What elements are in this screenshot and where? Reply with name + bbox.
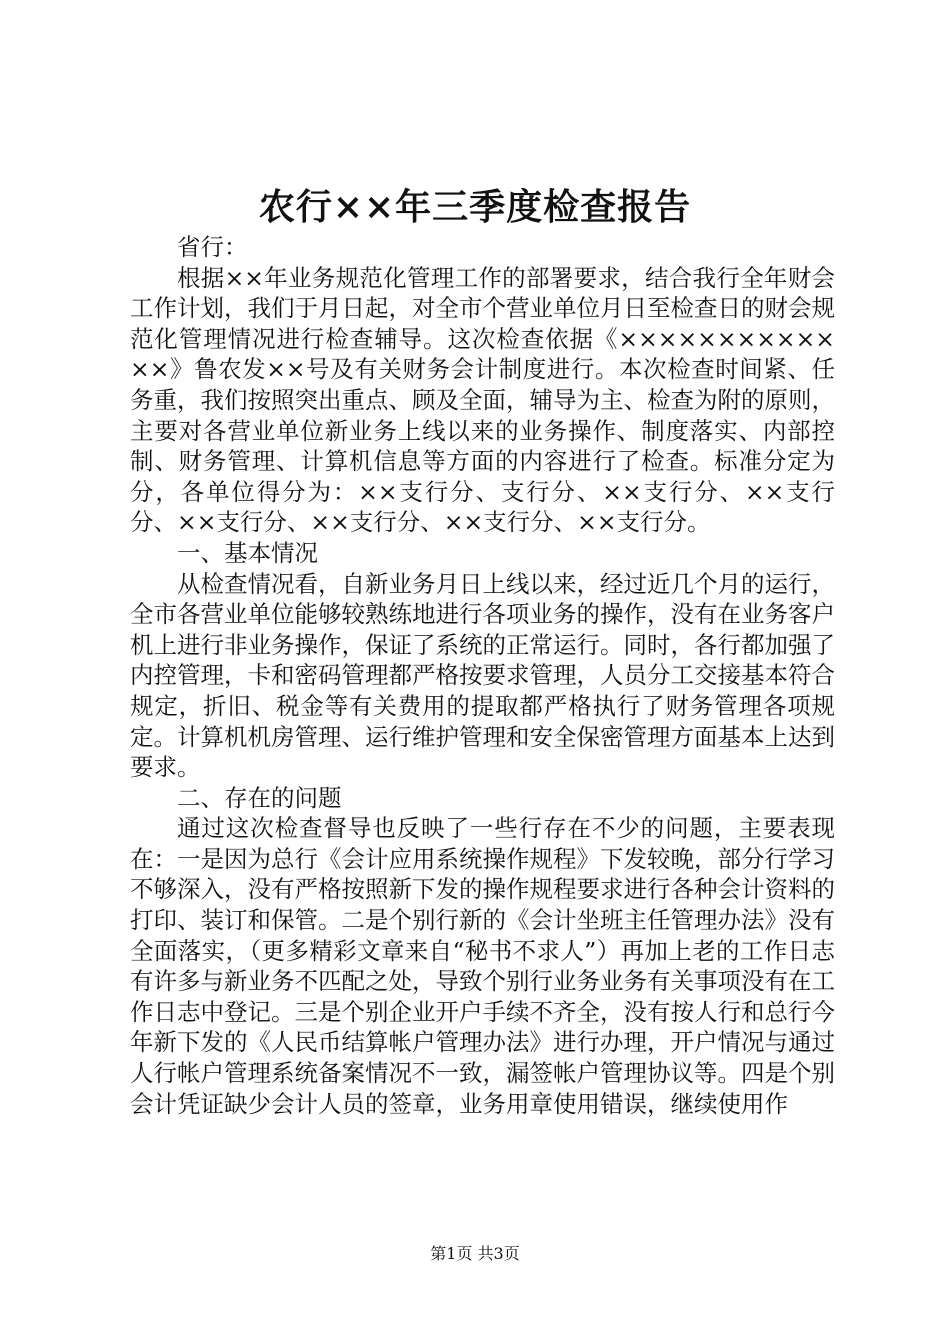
section-heading-basic-situation: 一、基本情况 <box>177 538 318 567</box>
page-number-footer: 第1页 共3页 <box>430 1244 520 1263</box>
document-body <box>130 232 835 1119</box>
section-basic-situation-text: 从检查情况看，自新业务月日上线以来，经过近几个月的运行，全市各营业单位能够较熟练地进行各项业务的操作，没有在业务客户机上进行非业务操作，保证了系统的正常运行。同时，各行都加强了内控管理，卡和密码管理都严格按要求管理，人员分工交接基本符合规定，折旧、税金等有关费用的提取都严格执行了财务管理各项规定。计算机机房管理、运行维护管理和安全保密管理方面基本上达到要求。 <box>130 569 835 782</box>
intro-paragraph: 根据××年业务规范化管理工作的部署要求，结合我行全年财会工作计划，我们于月日起，对全市个营业单位月日至检查日的财会规范化管理情况进行检查辅导。这次检查依据《×××××××××××××》鲁农发××号及有关财务会计制度进行。本次检查时间紧、任务重，我们按照突出重点、顾及全面，辅导为主、检查为附的原则，主要对各营业单位新业务上线以来的业务操作、制度落实、内部控制、财务管理、计算机信息等方面的内容进行了检查。标准分定为分，各单位得分为：××支行分、支行分、××支行分、××支行分、××支行分、××支行分、××支行分、××支行分。 <box>130 263 835 537</box>
section-problems-text: 通过这次检查督导也反映了一些行存在不少的问题，主要表现在：一是因为总行《会计应用系统操作规程》下发较晚，部分行学习不够深入，没有严格按照新下发的操作规程要求进行各种会计资料的打印、装订和保管。二是个别行新的《会计坐班主任管理办法》没有全面落实，（更多精彩文章来自“秘书不求人”）再加上老的工作日志有许多与新业务不匹配之处，导致个别行业务业务有关事项没有在工作日志中登记。三是个别企业开户手续不齐全，没有按人行和总行今年新下发的《人民币结算帐户管理办法》进行办理，开户情况与通过人行帐户管理系统备案情况不一致，漏签帐户管理协议等。四是个别会计凭证缺少会计人员的签章，业务用章使用错误，继续使用作 <box>130 814 835 1118</box>
salutation: 省行： <box>177 233 248 261</box>
document-title: 农行××年三季度检查报告 <box>258 186 692 228</box>
section-heading-problems: 二、存在的问题 <box>177 783 342 812</box>
